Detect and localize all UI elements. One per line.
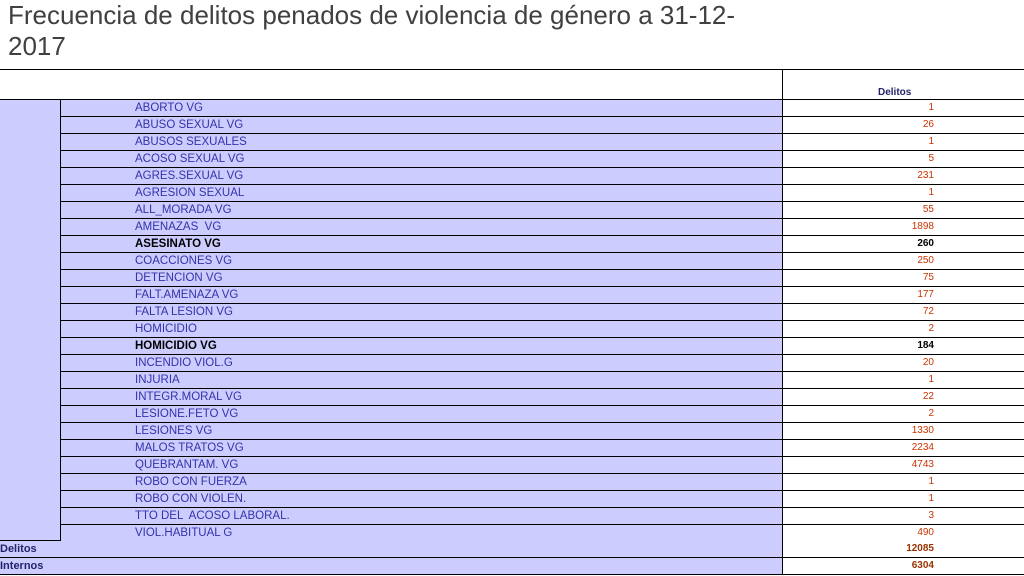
row-label: DETENCION VG	[61, 270, 783, 287]
row-value: 5	[783, 151, 1024, 168]
row-value: 1	[783, 491, 1024, 508]
row-value: 231	[783, 168, 1024, 185]
table-row	[61, 100, 1024, 117]
row-value: 1	[783, 134, 1024, 151]
row-value: 2234	[783, 440, 1024, 457]
row-label: TTO DEL ACOSO LABORAL.	[61, 508, 783, 525]
row-label: VIOL.HABITUAL G	[61, 525, 783, 542]
table-row	[61, 321, 1024, 338]
row-value: 72	[783, 304, 1024, 321]
row-label: ROBO CON VIOLEN.	[61, 491, 783, 508]
total-row	[0, 541, 1024, 558]
page-title: Frecuencia de delitos penados de violencia de género a 31-12-2017	[8, 0, 736, 61]
table-row	[61, 491, 1024, 508]
row-label: HOMICIDIO	[61, 321, 783, 338]
row-label: ABORTO VG	[61, 100, 783, 117]
total-value: 6304	[783, 558, 1024, 575]
row-value: 177	[783, 287, 1024, 304]
table-row	[61, 168, 1024, 185]
table-row	[61, 372, 1024, 389]
table-row	[61, 219, 1024, 236]
row-label: INTEGR.MORAL VG	[61, 389, 783, 406]
row-value: 250	[783, 253, 1024, 270]
table-row	[61, 389, 1024, 406]
row-label: COACCIONES VG	[61, 253, 783, 270]
row-value: 2	[783, 406, 1024, 423]
row-group-cell	[0, 100, 61, 541]
row-value: 4743	[783, 457, 1024, 474]
table-row	[61, 287, 1024, 304]
table-row	[61, 508, 1024, 525]
row-label: ACOSO SEXUAL VG	[61, 151, 783, 168]
row-value: 2	[783, 321, 1024, 338]
table-row	[61, 355, 1024, 372]
table-row	[61, 440, 1024, 457]
row-label: HOMICIDIO VG	[61, 338, 783, 355]
row-label: AGRESION SEXUAL	[61, 185, 783, 202]
table-row	[61, 117, 1024, 134]
row-value: 490	[783, 525, 1024, 542]
table-row	[61, 151, 1024, 168]
table-row	[61, 406, 1024, 423]
row-value: 26	[783, 117, 1024, 134]
table-row	[61, 185, 1024, 202]
row-value: 1	[783, 372, 1024, 389]
total-value: 12085	[783, 541, 1024, 558]
row-label: LESIONES VG	[61, 423, 783, 440]
total-row	[0, 558, 1024, 575]
table-row	[61, 304, 1024, 321]
row-label: INJURIA	[61, 372, 783, 389]
table-row	[61, 270, 1024, 287]
table-row	[61, 423, 1024, 440]
table-row	[61, 253, 1024, 270]
table-row	[61, 525, 1024, 542]
table-body	[61, 100, 1024, 542]
row-value: 1898	[783, 219, 1024, 236]
table-row	[61, 338, 1024, 355]
table-row	[61, 236, 1024, 253]
row-value: 1	[783, 185, 1024, 202]
row-label: ASESINATO VG	[61, 236, 783, 253]
total-label: Delitos	[0, 541, 783, 558]
table-row	[61, 134, 1024, 151]
column-header-delitos: Delitos	[783, 70, 1024, 100]
row-label: QUEBRANTAM. VG	[61, 457, 783, 474]
table-row	[61, 202, 1024, 219]
row-value: 260	[783, 236, 1024, 253]
row-value: 75	[783, 270, 1024, 287]
row-label: ALL_MORADA VG	[61, 202, 783, 219]
row-label: MALOS TRATOS VG	[61, 440, 783, 457]
row-value: 55	[783, 202, 1024, 219]
row-label: INCENDIO VIOL.G	[61, 355, 783, 372]
table-corner-cell	[0, 70, 783, 100]
delitos-table	[0, 69, 1024, 575]
row-label: ABUSO SEXUAL VG	[61, 117, 783, 134]
row-value: 1	[783, 474, 1024, 491]
row-value: 184	[783, 338, 1024, 355]
row-label: ROBO CON FUERZA	[61, 474, 783, 491]
row-label: FALT.AMENAZA VG	[61, 287, 783, 304]
row-label: AGRES.SEXUAL VG	[61, 168, 783, 185]
row-label: FALTA LESION VG	[61, 304, 783, 321]
table-row	[61, 457, 1024, 474]
row-label: AMENAZAS VG	[61, 219, 783, 236]
row-value: 1330	[783, 423, 1024, 440]
row-value: 22	[783, 389, 1024, 406]
row-value: 1	[783, 100, 1024, 117]
row-label: ABUSOS SEXUALES	[61, 134, 783, 151]
table-row	[61, 474, 1024, 491]
row-value: 20	[783, 355, 1024, 372]
row-value: 3	[783, 508, 1024, 525]
table-totals	[0, 541, 1024, 575]
row-label: LESIONE.FETO VG	[61, 406, 783, 423]
total-label: Internos	[0, 558, 783, 575]
